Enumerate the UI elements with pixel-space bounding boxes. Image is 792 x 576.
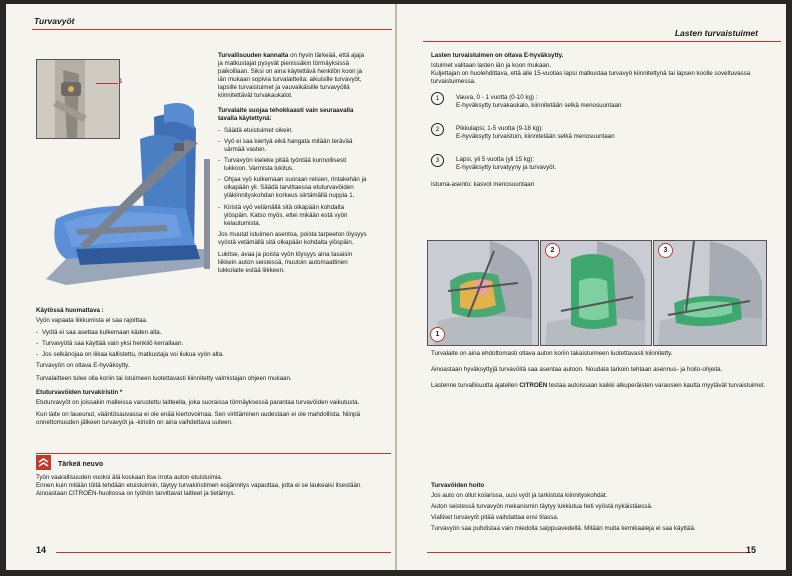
note-p3-pre: Lastenne turvallisuutta ajatellen	[431, 382, 520, 390]
list-item: - Jos selkänojaa on liikaa kallistettu, matkustaja voi liukua vyön alta.	[36, 351, 388, 359]
list-item: - Vyö ei saa kiertyä eikä hangata mitään terävää särmää vasten.	[218, 138, 368, 154]
advice-rule-top	[36, 453, 391, 454]
care-block	[431, 482, 771, 533]
brand-name: CITROËN	[519, 382, 548, 390]
effective-p2: Lukitse, avaa ja poista vyön löysyys aina tasaisin liikkein auton seistessä, muutoin automaattinen lukkolaite estää liikkeen.	[218, 250, 353, 275]
effective-title: Turvalaite suojaa tehokkaasti vain seuraavalla tavalla käytettynä:	[218, 106, 354, 122]
right-header-rule	[423, 41, 781, 42]
effective-p1: Jos muutat istuimen asentoa, poista tarpeeton löysyys vyöstä vetämällä sitä olkapään kohdalta ylöspäin.	[218, 230, 367, 246]
right-page-number: 15	[745, 545, 756, 555]
right-footer-rule	[427, 552, 747, 553]
seat-badge: 3	[658, 243, 673, 258]
care-title: Turvavöiden hoito	[431, 482, 485, 489]
seat-types-list	[431, 92, 761, 193]
advice-title: Tärkeä neuvo	[58, 461, 104, 468]
right-page	[397, 4, 786, 570]
advice-p2: Ennen kuin mitään töitä tehdään etuistuimiin, täytyy turvakiristimen esijännitys vapauttaa, jotta ei se laukeaisi itsestään.	[36, 482, 363, 490]
list-item: - Kiristä vyö vetämällä sitä olkapään kohdalta ylöspäin. Katso myös, ettei mikään estä vyön kelautumista.	[218, 204, 368, 228]
care-p4: Turvavyön saa puhdistaa vain miedolla saippuavedellä. Mitään muita kemikaaleja ei saa käyttää.	[431, 525, 696, 533]
tensioner-title: Etuturvavöiden turvakiristin *	[36, 388, 123, 396]
note-p1: Turvalaite on aina ehdottomasti oltava auton koriin takaistuimeen luotettavasti kiinnitetty.	[431, 350, 673, 357]
left-page	[6, 4, 395, 570]
usage-block	[36, 307, 388, 431]
seat-line2: E-hyväksytty turvakaukalo, kiinnitetään selkä menosuuntaan	[456, 102, 622, 110]
seat-type-item	[431, 123, 761, 141]
tensioner-p2: Kun laite on laueunut, vääntösauvassa ei ole enää kiertovoimaa. Sen virittäminen uudestaan ei ole mahdollista. Niinpä onnettomuuden jälkeen turvavyöt ja -kiristin on aina vaihdettava uuteen.	[36, 410, 361, 426]
advice-p3: Ainoastaan CITROËN-huollossa on työhön tarvittavat laitteet ja tietämys.	[36, 490, 236, 498]
usage-p1: Turvavyön on oltava E-hyväksytty.	[36, 362, 130, 370]
seat-line1: Lapsi, yli 5 vuotta (yli 15 kg):	[456, 156, 535, 164]
callout-number: 1	[119, 78, 123, 85]
approved-block	[431, 52, 761, 90]
tensioner-p1: Etuturvavyöt on joissakin malleissa varustettu laitteella, joka suoraissa törmäyksessä parantaa turvavöiden vaikutusta.	[36, 398, 360, 406]
seat-badge: 1	[430, 327, 445, 342]
seat-badge: 2	[545, 243, 560, 258]
seat-number: 1	[431, 92, 444, 105]
usage-intro: Vyön vapaata liikkumista ei saa rajoittaa.	[36, 317, 148, 325]
list-item: - Turvavyön kieleke pitää työntää kunnollisesti lukkoon. Varmista lukitus.	[218, 157, 368, 173]
seat-type-item	[431, 154, 761, 172]
usage-title: Käytössä huomattava :	[36, 307, 104, 314]
note-p3-post: testaa autoissaan kaikki alkuperäisten varaosien kautta myytävät turvaistuimet.	[547, 382, 766, 390]
intro-bold: Turvallisuuden kannalta	[218, 52, 289, 59]
left-page-number: 14	[36, 545, 47, 555]
note-p3	[431, 382, 771, 390]
list-item: - Säädä etuistuimet oikein.	[218, 127, 368, 135]
approved-p1: Istuimet valitaan lasten iän ja koon mukaan.	[431, 62, 552, 70]
usage-p2: Turvalaitteen tulee olla koriin tai istuimeen luotettavasti kiinnitetty valmistajan ohjeen mukaan.	[36, 374, 292, 382]
right-header-title: Lasten turvaistuimet	[674, 28, 758, 38]
list-item: - Ohjaa vyö kulkemaan suoraan reisien, rintakehän ja olkapään yli. Säädä tarvittaessa etuturvavöiden yläkiinnityskohdan korkeus siirtämällä nuppia 1.	[218, 176, 368, 200]
left-header-title: Turvavyöt	[34, 16, 75, 26]
seat-type-item	[431, 92, 761, 110]
advice-block	[36, 474, 391, 498]
seat-number: 3	[431, 154, 444, 167]
seat-line2: E-hyväksytty turvatyyny ja turvavyöt.	[456, 164, 557, 172]
advice-p1: Työn vaarallisuuden vuoksi älä koskaan itse irrota auton etuistuimia.	[36, 474, 223, 481]
callout-line	[96, 83, 118, 84]
care-p2: Auton seistessä turvavyön mekanismin täytyy lukkiutua heti vyöstä nykäistäessä.	[431, 503, 653, 511]
seat-line2: E-hyväksytty turvaistuin, kiinnitetään selkä menosuuntaan	[456, 133, 615, 141]
left-header-rule	[32, 29, 392, 30]
citroen-logo-icon	[36, 455, 51, 470]
left-footer-rule	[56, 552, 391, 553]
list-item: - Vyötä ei saa asettaa kulkemaan käden alta.	[36, 329, 388, 337]
position-note: Istuma-asento: kasvot menosuuntaan	[431, 180, 535, 188]
seat-line1: Vauva, 0 - 1 vuotta (0-10 kg) :	[456, 94, 538, 101]
list-item: - Turvavyötä saa käyttää vain yksi henkilö kerrallaan.	[36, 340, 388, 348]
effective-list	[218, 127, 368, 228]
care-p3: Vialliset turvavyöt pitää vaihdattaa ensi tilassa.	[431, 514, 559, 522]
approved-title: Lasten turvaistuimen on oltava E-hyväksytty.	[431, 52, 564, 59]
intro-text: on hyvin tärkeää, että ajaja ja matkustajat pysyvät pienissäkin törmäyksissä paikoillaan. Siksi on aina käytettävä henkilön koon ja iän mukaan sopivia turvalaitteita: aikuisille turvavyöt, lapsille turvaistuimet ja vauvaikäisille turvavyöllä kiinnitettävät turvakaukalot.	[218, 52, 365, 100]
care-p1: Jos auto on ollut kolarissa, uusi vyöt ja tarkistuta kiinnityskohdat.	[431, 492, 608, 500]
child-seat-notes	[431, 350, 771, 394]
approved-p2: Kuljettajan on huolehdittava, että alle 15-vuotias lapsi matkustaa turvavyö kiinnitettynä tai lapsen koolle soveltuvassa turvaistuimessa.	[431, 70, 751, 86]
seat-number: 2	[431, 123, 444, 136]
intro-block	[218, 52, 368, 279]
usage-list	[36, 329, 388, 359]
seat-line1: Pikkulapsi, 1-5 vuotta (9-18 kg):	[456, 125, 544, 133]
front-seat-illustration	[36, 99, 214, 289]
note-p2: Ainoastaan hyväksyttyjä turvavöitä saa asentaa autoon. Noudata tarkoin tehtaan asennus- ja hoito-ohjeita.	[431, 366, 723, 374]
